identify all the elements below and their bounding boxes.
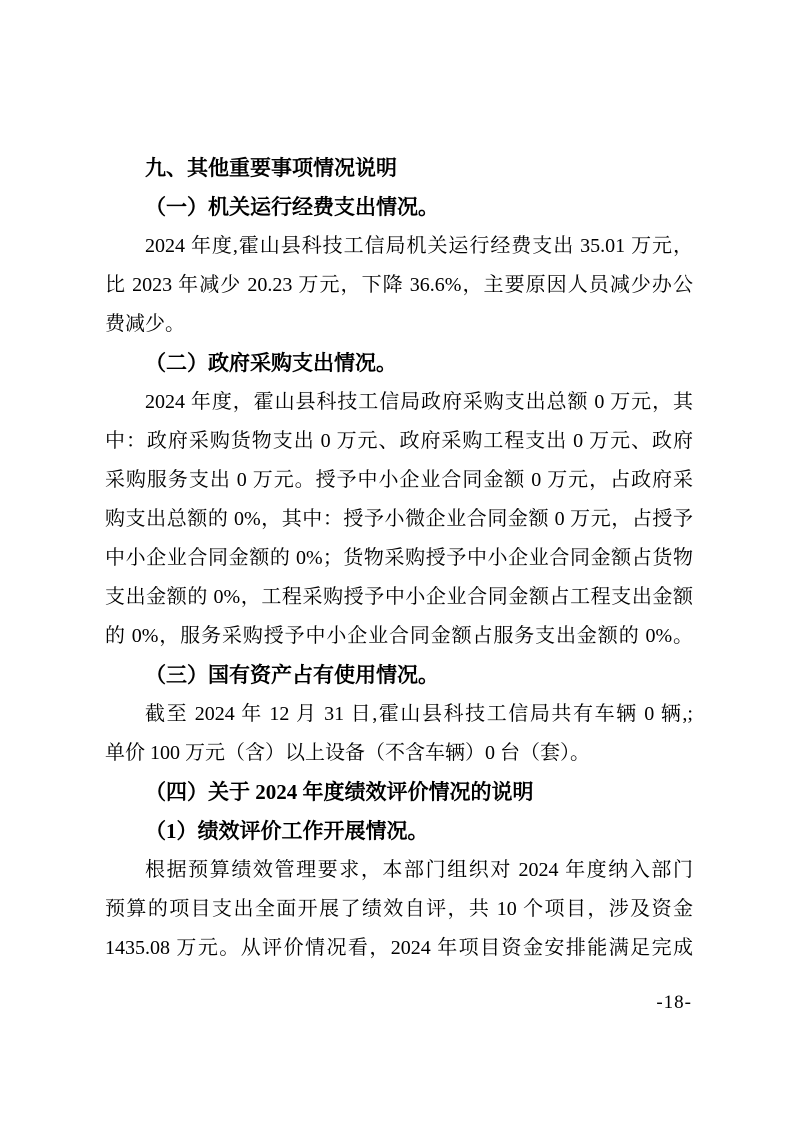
text-line: 比 2023 年减少 20.23 万元，下降 36.6%，主要原因人员减少办公 (105, 274, 693, 296)
text-line: 采购服务支出 0 万元。授予中小企业合同金额 0 万元，占政府采 (105, 469, 693, 491)
subsection-2-heading: （二）政府采购支出情况。 (145, 351, 397, 375)
text-line: 1435.08 万元。从评价情况看，2024 年项目资金安排能满足完成 (105, 937, 693, 959)
text-line: 截至 2024 年 12 月 31 日,霍山县科技工信局共有车辆 0 辆,; (145, 703, 693, 725)
text-line: 2024 年度,霍山县科技工信局机关运行经费支出 35.01 万元， (145, 235, 693, 257)
subsection-1-heading: （一）机关运行经费支出情况。 (145, 195, 439, 219)
section-title: 九、其他重要事项情况说明 (145, 157, 397, 180)
subsection-3-heading: （三）国有资产占有使用情况。 (145, 663, 439, 687)
page-number: -18- (656, 992, 692, 1013)
text-line: 单价 100 万元（含）以上设备（不含车辆）0 台（套）。 (105, 742, 590, 764)
subsection-4-sub-heading: （1）绩效评价工作开展情况。 (145, 819, 429, 843)
text-line: 2024 年度，霍山县科技工信局政府采购支出总额 0 万元，其 (145, 391, 693, 413)
subsection-4-heading: （四）关于 2024 年度绩效评价情况的说明 (145, 780, 534, 804)
text-line: 的 0%，服务采购授予中小企业合同金额占服务支出金额的 0%。 (105, 625, 693, 647)
text-line: 中：政府采购货物支出 0 万元、政府采购工程支出 0 万元、政府 (105, 430, 693, 452)
text-line: 根据预算绩效管理要求，本部门组织对 2024 年度纳入部门 (145, 859, 693, 881)
text-line: 费减少。 (105, 313, 185, 335)
text-line: 支出金额的 0%，工程采购授予中小企业合同金额占工程支出金额 (105, 586, 693, 608)
text-line: 预算的项目支出全面开展了绩效自评，共 10 个项目，涉及资金 (105, 898, 693, 920)
text-line: 中小企业合同金额的 0%；货物采购授予中小企业合同金额占货物 (105, 547, 693, 569)
text-line: 购支出总额的 0%，其中：授予小微企业合同金额 0 万元，占授予 (105, 508, 693, 530)
document-body (105, 149, 693, 968)
